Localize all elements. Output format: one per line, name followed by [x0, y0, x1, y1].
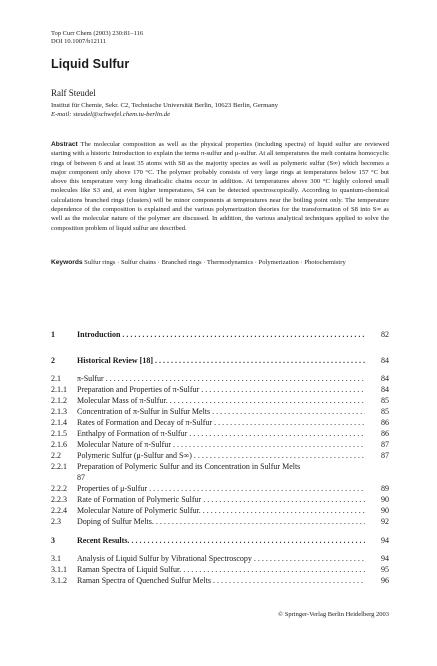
- toc-entry[interactable]: [51, 385, 389, 395]
- toc-entry-page: 86: [381, 418, 389, 427]
- toc-entry-title: Preparation of Polymeric Sulfur and its Concentration in Sulfur Melts: [77, 462, 301, 471]
- journal-header: [51, 30, 143, 46]
- toc-entry-page: 84: [381, 356, 389, 365]
- toc-entry-title: Raman Spectra of Quenched Sulfur Melts . . .: [77, 576, 365, 586]
- toc-entry[interactable]: [51, 536, 389, 546]
- toc-entry-page: 85: [381, 407, 389, 416]
- keywords-label: Keywords: [51, 259, 83, 266]
- toc-entry-title: Molecular Nature of Polymeric Sulfur. . . .: [77, 506, 365, 516]
- toc-entry[interactable]: [51, 517, 389, 527]
- toc-entry-number: 3: [51, 536, 55, 545]
- toc-entry[interactable]: [51, 506, 389, 516]
- toc-entry-title: Enthalpy of Formation of π-Sulfur . . .: [77, 429, 365, 439]
- toc-entry-number: 2: [51, 356, 55, 365]
- toc-entry[interactable]: [51, 565, 389, 575]
- toc-entry-page: 86: [381, 429, 389, 438]
- keywords: [51, 258, 389, 267]
- article-title: Liquid Sulfur: [51, 57, 130, 71]
- toc-entry-page: 87: [381, 440, 389, 449]
- toc-entry-title: Concentration of π-Sulfur in Sulfur Melts . . .: [77, 407, 365, 417]
- toc-entry-page: 85: [381, 396, 389, 405]
- toc-entry-number: 2.1.2: [51, 396, 67, 405]
- toc-entry-number: 2.2: [51, 451, 61, 460]
- toc-entry-page: 90: [381, 495, 389, 504]
- toc-entry-number: 2.1: [51, 374, 61, 383]
- toc-entry-number: 2.1.5: [51, 429, 67, 438]
- author-affiliation: [51, 101, 278, 119]
- toc-entry[interactable]: [51, 374, 389, 384]
- toc-entry-number: 2.2.1: [51, 462, 67, 471]
- toc-entry[interactable]: [51, 554, 389, 564]
- author-email: E-mail: steudel@schwefel.chem.tu-berlin.de: [51, 111, 171, 118]
- abstract-text: The molecular composition as well as the physical properties (including spectra) of liquid sulfur are reviewed starting with a historic Introduction to explain the terms π-sulfur and μ-sulfur. At all temperatures the melt contains homocyclic rings of between 6 and at least 35 atoms with S8 as the majority species as well as polymeric sulfur (S∞) which becomes a major component only above 170 °C. The polymer probably consists of very large rings at temperatures below 157 °C but above this temperature very long diradicalic chains occur in addition. At temperatures above 300 °C highly colored small molecules like S3 and, at even higher temperatures, S4 can be detected spectroscopically. According to quantum-chemical calculations branched rings (clusters) will be minor components at temperatures near the boiling point only. The temperature dependence of the composition is explained and the various polymerization theories for the transformation of S8 into S∞ as well as the molecular nature of the polymer are discussed. In addition, the various analytical techniques applied to solve the composition problem of liquid sulfur are described.: [51, 141, 390, 232]
- toc-entry-page: 89: [381, 484, 389, 493]
- toc-entry[interactable]: [51, 473, 389, 483]
- toc-entry[interactable]: [51, 440, 389, 450]
- toc-entry[interactable]: [51, 495, 389, 505]
- toc-entry-title: Rates of Formation and Decay of π-Sulfur . . .: [77, 418, 365, 428]
- toc-entry-page: 94: [381, 554, 389, 563]
- toc-entry-title: Polymeric Sulfur (μ-Sulfur and S∞) . . .: [77, 451, 365, 461]
- abstract: [51, 140, 389, 233]
- toc-entry-number: 2.2.4: [51, 506, 67, 515]
- toc-entry-number: 2.2.2: [51, 484, 67, 493]
- toc-entry-number: 3.1.2: [51, 576, 67, 585]
- toc-entry[interactable]: [51, 462, 389, 472]
- toc-entry-number: 1: [51, 330, 55, 339]
- toc-entry-title: Introduction . . .: [77, 330, 365, 340]
- toc-entry-number: 3.1.1: [51, 565, 67, 574]
- toc-entry-page: 95: [381, 565, 389, 574]
- toc-entry[interactable]: [51, 396, 389, 406]
- toc-entry-number: 2.1.6: [51, 440, 67, 449]
- toc-entry-title: Properties of μ-Sulfur . . .: [77, 484, 365, 494]
- toc-entry-page: 90: [381, 506, 389, 515]
- toc-entry-page: 94: [381, 536, 389, 545]
- toc-entry[interactable]: [51, 407, 389, 417]
- toc-entry[interactable]: [51, 330, 389, 340]
- toc-entry-title: Preparation and Properties of π-Sulfur . . .: [77, 385, 365, 395]
- toc-entry-page: 92: [381, 517, 389, 526]
- abstract-label: Abstract: [51, 141, 78, 148]
- journal-citation: Top Curr Chem (2003) 230:81–116: [51, 30, 144, 37]
- copyright-notice: © Springer-Verlag Berlin Heidelberg 2003: [278, 611, 389, 618]
- toc-entry-title: Analysis of Liquid Sulfur by Vibrational Spectroscopy . . .: [77, 554, 365, 564]
- toc-entry-title: Molecular Mass of π-Sulfur. . . .: [77, 396, 365, 406]
- toc-entry[interactable]: [51, 576, 389, 586]
- author-name: Ralf Steudel: [51, 88, 96, 98]
- toc-entry-title: Historical Review [18] . . .: [77, 356, 365, 366]
- toc-entry[interactable]: [51, 429, 389, 439]
- toc-entry-title: Rate of Formation of Polymeric Sulfur . . .: [77, 495, 365, 505]
- toc-entry-number: 2.2.3: [51, 495, 67, 504]
- toc-entry-number: 2.1.3: [51, 407, 67, 416]
- toc-entry-page: 96: [381, 576, 389, 585]
- toc-entry[interactable]: [51, 451, 389, 461]
- affiliation-text: Institut für Chemie, Sekr. C2, Technische Universität Berlin, 10623 Berlin, Germany: [51, 102, 278, 109]
- keywords-text: Sulfur rings · Sulfur chains · Branched rings · Thermodynamics · Polymerization · Photochemistry: [84, 259, 346, 266]
- toc-entry[interactable]: [51, 484, 389, 494]
- toc-entry-number: 2.1.4: [51, 418, 67, 427]
- toc-entry-title: π-Sulfur . . .: [77, 374, 365, 384]
- doi: DOI 10.1007/b12111: [51, 38, 107, 45]
- toc-entry-title: 87: [77, 473, 85, 482]
- toc-entry-title: Recent Results. . . .: [77, 536, 365, 546]
- toc-entry-page: 84: [381, 374, 389, 383]
- toc-entry-number: 2.1.1: [51, 385, 67, 394]
- toc-entry-number: 2.3: [51, 517, 61, 526]
- toc-entry-page: 87: [381, 451, 389, 460]
- toc-entry-title: Molecular Nature of π-Sulfur . . .: [77, 440, 365, 450]
- toc-entry-page: 82: [381, 330, 389, 339]
- toc-entry-number: 3.1: [51, 554, 61, 563]
- toc-entry-title: Doping of Sulfur Melts. . . .: [77, 517, 365, 527]
- toc-entry-title: Raman Spectra of Liquid Sulfur. . . .: [77, 565, 365, 575]
- toc-entry[interactable]: [51, 356, 389, 366]
- toc-entry[interactable]: [51, 418, 389, 428]
- toc-entry-page: 84: [381, 385, 389, 394]
